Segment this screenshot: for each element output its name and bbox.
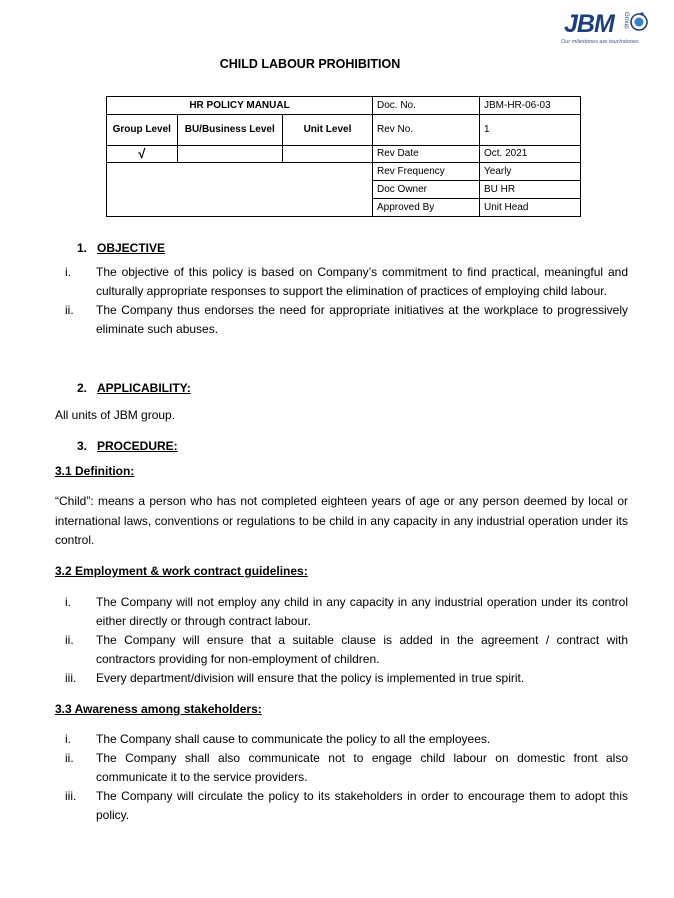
list-numeral: ii. [65, 303, 74, 317]
list-text: The Company will not employ any child in any capacity in any industrial operation under its control either directly or through contract labour. [96, 595, 628, 628]
field-value: 1 [480, 115, 581, 146]
definition-heading: 3.1 Definition: [55, 464, 135, 478]
section-number: 3. [77, 439, 88, 453]
employment-list [55, 593, 628, 688]
list-item [55, 301, 628, 339]
list-numeral: ii. [65, 633, 74, 647]
list-text: The Company shall cause to communicate the policy to all the employees. [96, 732, 491, 746]
list-item [55, 787, 628, 825]
group-level-header: Group Level [107, 115, 178, 146]
section-title: OBJECTIVE [97, 241, 166, 255]
field-label: Doc Owner [373, 181, 480, 199]
field-value: Yearly [480, 163, 581, 181]
list-numeral: i. [65, 265, 71, 279]
list-text: Every department/division will ensure that the policy is implemented in true spirit. [96, 671, 525, 685]
bu-level-header: BU/Business Level [177, 115, 282, 146]
field-value: Unit Head [480, 199, 581, 217]
list-item [55, 730, 628, 749]
applicability-text: All units of JBM group. [55, 408, 176, 422]
definition-text: “Child”: means a person who has not completed eighteen years of age or any person deemed by local or international laws, conventions or regulations to be child in any capacity in any industrial operation under its control. [55, 494, 628, 547]
section-number: 1. [77, 241, 88, 255]
awareness-list [55, 730, 628, 825]
section-objective-heading [77, 241, 165, 255]
logo-swirl-icon [629, 11, 649, 31]
field-label: Rev No. [373, 115, 480, 146]
employment-heading: 3.2 Employment & work contract guidelines: [55, 564, 308, 578]
section-title: PROCEDURE: [97, 439, 178, 453]
objective-list [55, 263, 628, 339]
list-text: The Company will circulate the policy to its stakeholders in order to encourage them to adopt this policy. [96, 789, 628, 822]
field-value: BU HR [480, 181, 581, 199]
section-title: APPLICABILITY: [97, 381, 191, 395]
document-title: CHILD LABOUR PROHIBITION [219, 57, 401, 71]
list-text: The Company will ensure that a suitable clause is added in the agreement / contract with contractors providing for non-employment of children. [96, 633, 628, 666]
list-item [55, 631, 628, 669]
field-label: Rev Date [373, 146, 480, 163]
field-label: Doc. No. [373, 97, 480, 115]
field-value: Oct. 2021 [480, 146, 581, 163]
list-text: The Company thus endorses the need for appropriate initiatives at the workplace to progressively eliminate such abuses. [96, 303, 628, 336]
logo-tagline: Our milestones are touchstones [561, 39, 639, 45]
field-label: Rev Frequency [373, 163, 480, 181]
header-blank-cell [107, 163, 373, 217]
list-item [55, 749, 628, 787]
list-numeral: i. [65, 732, 71, 746]
logo-group-text: Group [623, 12, 629, 29]
section-applicability-heading [77, 381, 191, 395]
policy-manual-cell: HR POLICY MANUAL [107, 97, 373, 115]
list-item [55, 669, 628, 688]
unit-level-empty [282, 146, 372, 163]
section-number: 2. [77, 381, 88, 395]
list-numeral: i. [65, 595, 71, 609]
company-logo [561, 8, 660, 50]
group-level-check-mark: √ [107, 146, 178, 163]
list-text: The Company shall also communicate not to engage child labour on domestic front also communicate it to the service providers. [96, 751, 628, 784]
logo-wordmark: JBM [564, 10, 614, 38]
section-procedure-heading [77, 439, 178, 453]
unit-level-header: Unit Level [282, 115, 372, 146]
field-value: JBM-HR-06-03 [480, 97, 581, 115]
list-numeral: ii. [65, 751, 74, 765]
awareness-heading: 3.3 Awareness among stakeholders: [55, 702, 262, 716]
list-item [55, 593, 628, 631]
policy-header-table [106, 96, 581, 217]
bu-level-empty [177, 146, 282, 163]
list-item [55, 263, 628, 301]
list-numeral: iii. [65, 789, 77, 803]
list-numeral: iii. [65, 671, 77, 685]
field-label: Approved By [373, 199, 480, 217]
list-text: The objective of this policy is based on Company’s commitment to find practical, meaningful and culturally appropriate responses to support the elimination of practices of employing child labour. [96, 265, 628, 298]
